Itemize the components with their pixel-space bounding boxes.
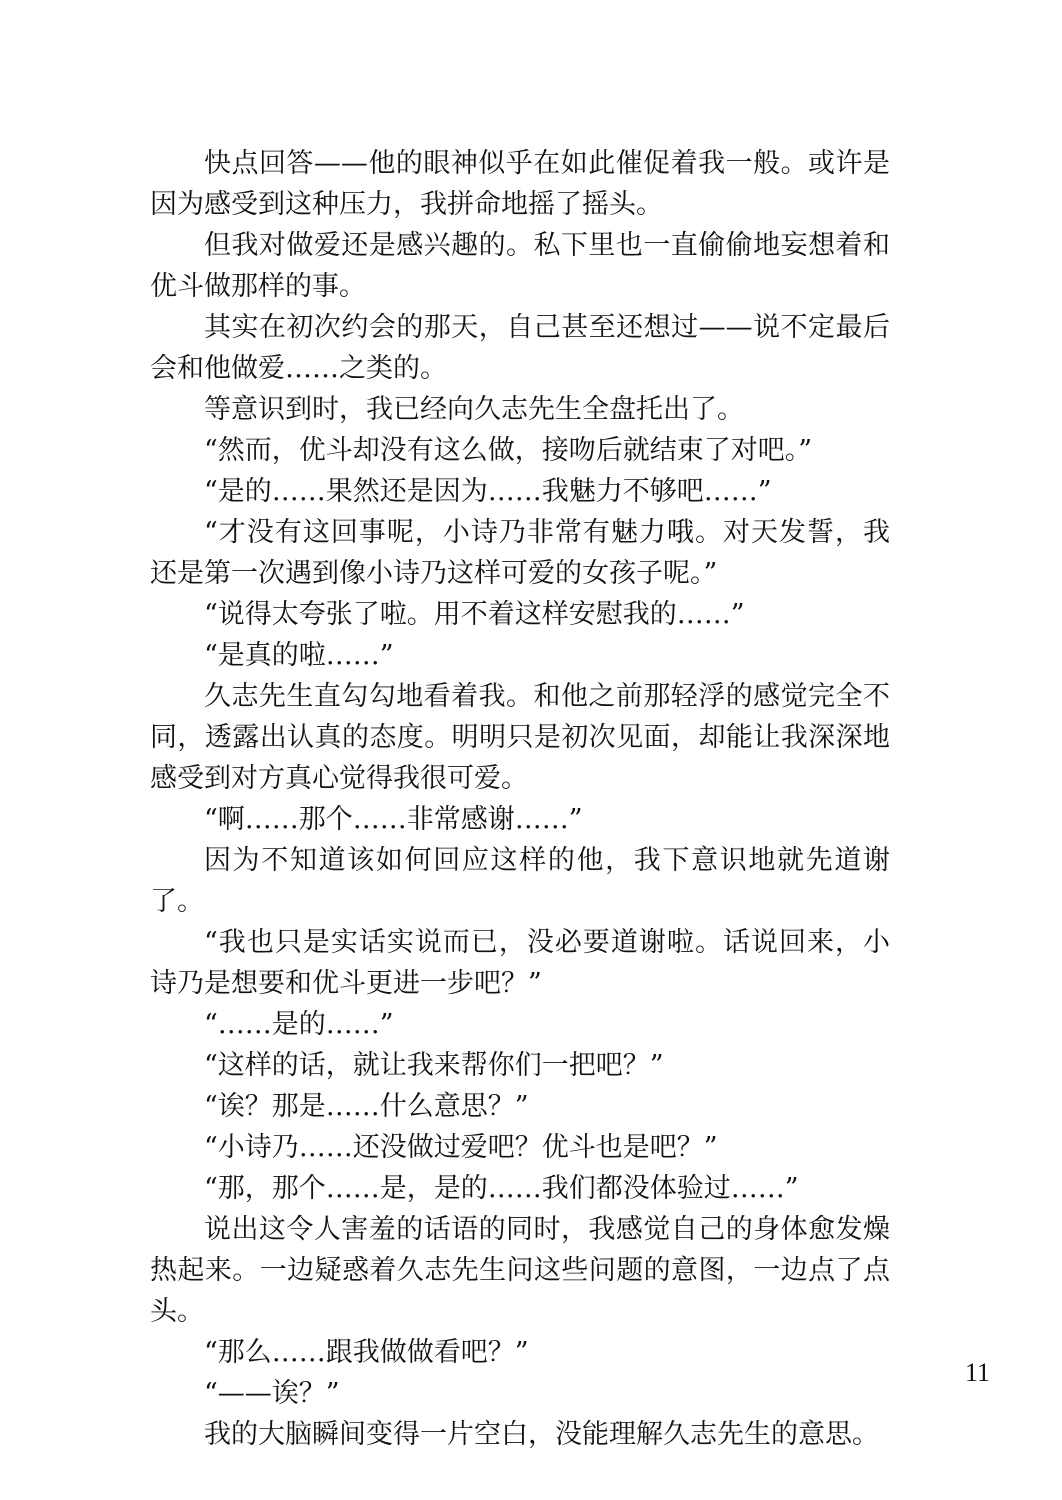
page-number: 11: [964, 1358, 990, 1387]
paragraph: “那么……跟我做做看吧？”: [204, 1337, 529, 1368]
paragraph: 说出这令人害羞的话语的同时，我感觉自己的身体愈发燥热起来。一边疑惑着久志先生问这些问题的意图，一边点了点头。: [150, 1214, 890, 1327]
paragraph: “说得太夸张了啦。用不着这样安慰我的……”: [204, 599, 745, 630]
body-text: [150, 143, 890, 1455]
paragraph: “我也只是实话实说而已，没必要道谢啦。话说回来，小诗乃是想要和优斗更进一步吧？”: [150, 927, 890, 999]
paragraph: 快点回答——他的眼神似乎在如此催促着我一般。或许是因为感受到这种压力，我拼命地摇了摇头。: [150, 148, 890, 220]
paragraph: 等意识到时，我已经向久志先生全盘托出了。: [204, 394, 744, 425]
paragraph: 久志先生直勾勾地看着我。和他之前那轻浮的感觉完全不同，透露出认真的态度。明明只是初次见面，却能让我深深地感受到对方真心觉得我很可爱。: [150, 681, 890, 794]
paragraph: “啊……那个……非常感谢……”: [204, 804, 583, 835]
paragraph: “然而，优斗却没有这么做，接吻后就结束了对吧。”: [204, 435, 813, 466]
paragraph: “才没有这回事呢，小诗乃非常有魅力哦。对天发誓，我还是第一次遇到像小诗乃这样可爱的女孩子呢。”: [150, 517, 890, 589]
paragraph: “这样的话，就让我来帮你们一把吧？”: [204, 1050, 664, 1081]
paragraph: “是真的啦……”: [204, 640, 394, 671]
paragraph: “诶？那是……什么意思？”: [204, 1091, 529, 1122]
paragraph: “小诗乃……还没做过爱吧？优斗也是吧？”: [204, 1132, 718, 1163]
paragraph: “——诶？”: [204, 1378, 340, 1409]
paragraph: 我的大脑瞬间变得一片空白，没能理解久志先生的意思。: [204, 1419, 879, 1450]
paragraph: 其实在初次约会的那天，自己甚至还想过——说不定最后会和他做爱……之类的。: [150, 312, 890, 384]
paragraph: “……是的……”: [204, 1009, 394, 1040]
paragraph: “是的……果然还是因为……我魅力不够吧……”: [204, 476, 772, 507]
paragraph: 但我对做爱还是感兴趣的。私下里也一直偷偷地妄想着和优斗做那样的事。: [150, 230, 890, 302]
paragraph: 因为不知道该如何回应这样的他，我下意识地就先道谢了。: [150, 845, 890, 917]
paragraph: “那，那个……是，是的……我们都没体验过……”: [204, 1173, 799, 1204]
